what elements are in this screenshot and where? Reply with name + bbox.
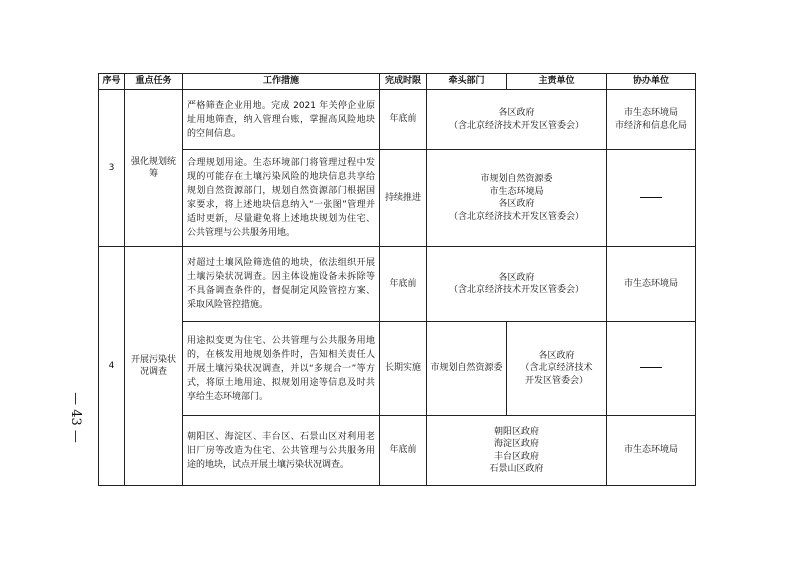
responsible-cell: 各区政府 （含北京经济技术开发区管委会）: [427, 90, 607, 150]
header-responsible: 主责单位: [507, 74, 607, 90]
seq-cell: 4: [99, 247, 125, 486]
table-row: [99, 90, 696, 150]
measure-cell: 严格筛查企业用地。完成 2021 年关停企业原址用地筛查，纳入管理台账，掌握高风险地块的空间信息。: [183, 90, 380, 150]
deadline-cell: 持续推进: [380, 150, 427, 247]
table-row: [99, 416, 696, 486]
header-deadline: 完成时限: [380, 74, 427, 90]
task-table: [98, 73, 696, 486]
assist-cell: [607, 150, 696, 247]
page-number-text: — 43 —: [67, 392, 83, 443]
header-lead: 牵头部门: [427, 74, 507, 90]
measure-cell: 合理规划用途。生态环境部门将管理过程中发现的可能存在土壤污染风险的地块信息共享给规划自然资源部门，规划自然资源部门根据国家要求，将上述地块信息纳入“一张图”管理并适时更新，尽量避免将上述地块规划为住宅、公共管理与公共服务用地。: [183, 150, 380, 247]
task-cell: 强化规划统 筹: [125, 90, 183, 247]
responsible-cell: 市规划自然资源委 市生态环境局 各区政府 （含北京经济技术开发区管委会）: [427, 150, 607, 247]
responsible-cell: 各区政府 （含北京经济技术 开发区管委会）: [507, 322, 607, 416]
measure-cell: 对超过土壤风险筛选值的地块，依法组织开展土壤污染状况调查。因主体设施设备未拆除等不具备调查条件的，督促制定风险管控方案、采取风险管控措施。: [183, 247, 380, 322]
assist-cell: 市生态环境局: [607, 247, 696, 322]
table-row: [99, 322, 696, 416]
header-seq: 序号: [99, 74, 125, 90]
header-task: 重点任务: [125, 74, 183, 90]
header-measures: 工作措施: [183, 74, 380, 90]
responsible-cell: 朝阳区政府 海淀区政府 丰台区政府 石景山区政府: [427, 416, 607, 486]
deadline-cell: 年底前: [380, 247, 427, 322]
table-row: [99, 247, 696, 322]
assist-cell: 市生态环境局: [607, 416, 696, 486]
deadline-cell: 年底前: [380, 90, 427, 150]
seq-cell: 3: [99, 90, 125, 247]
dash-mark: [640, 197, 662, 198]
header-assist: 协办单位: [607, 74, 696, 90]
header-row: [99, 74, 696, 90]
measure-cell: 用途拟变更为住宅、公共管理与公共服务用地的，在核发用地规划条件时，告知相关责任人开展土壤污染状况调查，并以“多规合一”等方式，将原土地用途、拟规划用途等信息及时共享给生态环境部门。: [183, 322, 380, 416]
dash-mark: [640, 367, 662, 368]
table-row: [99, 150, 696, 247]
page-number: [63, 392, 87, 480]
deadline-cell: 长期实施: [380, 322, 427, 416]
measure-cell: 朝阳区、海淀区、丰台区、石景山区对利用老旧厂房等改造为住宅、公共管理与公共服务用途的地块，试点开展土壤污染状况调查。: [183, 416, 380, 486]
lead-cell: 市规划自然资源委: [427, 322, 507, 416]
assist-cell: 市生态环境局 市经济和信息化局: [607, 90, 696, 150]
deadline-cell: 年底前: [380, 416, 427, 486]
assist-cell: [607, 322, 696, 416]
responsible-cell: 各区政府 （含北京经济技术开发区管委会）: [427, 247, 607, 322]
task-cell: 开展污染状 况调查: [125, 247, 183, 486]
